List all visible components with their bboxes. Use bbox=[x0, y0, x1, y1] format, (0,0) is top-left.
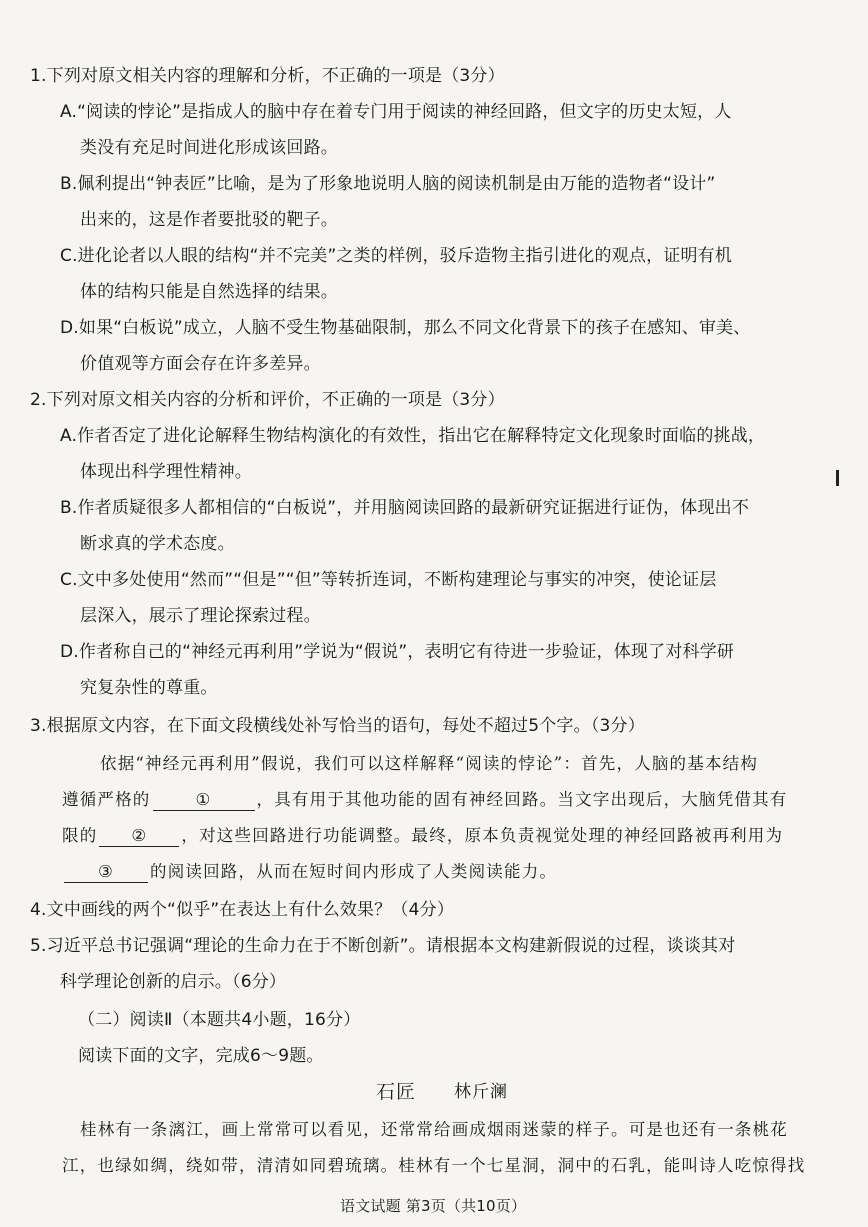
story-author: 林斤澜 bbox=[454, 1082, 508, 1102]
q3-text-2a: 遵循严格的 bbox=[62, 790, 151, 809]
q1-option-b: B.佩利提出“钟表匠”比喻，是为了形象地说明人脑的阅读机制是由万能的造物者“设计” bbox=[60, 174, 716, 194]
q2-option-d-cont: 究复杂性的尊重。 bbox=[80, 678, 218, 698]
q1-option-d-cont: 价值观等方面会存在许多差异。 bbox=[80, 354, 321, 374]
q1-option-b-cont: 出来的，这是作者要批驳的靶子。 bbox=[80, 210, 338, 230]
q2-option-c: C.文中多处使用“然而”“但是”“但”等转折连词，不断构建理论与事实的冲突，使论证层 bbox=[60, 570, 717, 590]
q2-stem: 2.下列对原文相关内容的分析和评价，不正确的一项是（3分） bbox=[30, 390, 505, 410]
q5-stem-cont: 科学理论创新的启示。（6分） bbox=[60, 972, 287, 992]
blank-1[interactable]: ① bbox=[153, 790, 255, 811]
margin-mark bbox=[836, 470, 839, 486]
q2-option-d: D.作者称自己的“神经元再利用”学说为“假说”，表明它有待进一步验证，体现了对科学研 bbox=[60, 642, 735, 662]
blank-2[interactable]: ② bbox=[99, 826, 179, 847]
q3-text-3b: ，对这些回路进行功能调整。最终，原本负责视觉处理的神经回路被再利用为 bbox=[181, 826, 784, 845]
blank-3[interactable]: ③ bbox=[64, 862, 148, 883]
q2-option-b-cont: 断求真的学术态度。 bbox=[80, 534, 235, 554]
q3-passage-line-1: 依据“神经元再利用”假说，我们可以这样解释“阅读的悖论”：首先，人脑的基本结构 bbox=[100, 754, 759, 773]
q2-option-c-cont: 层深入，展示了理论探索过程。 bbox=[80, 606, 321, 626]
q1-option-a-cont: 类没有充足时间进化形成该回路。 bbox=[80, 138, 338, 158]
q3-passage-line-2 bbox=[62, 788, 788, 812]
section-heading: （二）阅读Ⅱ（本题共4小题，16分） bbox=[78, 1010, 361, 1030]
section-instruction: 阅读下面的文字，完成6～9题。 bbox=[78, 1046, 324, 1066]
story-title: 石匠 bbox=[376, 1081, 417, 1103]
q2-option-a: A.作者否定了进化论解释生物结构演化的有效性，指出它在解释特定文化现象时面临的挑战， bbox=[60, 426, 766, 446]
q3-text-4b: 的阅读回路，从而在短时间内形成了人类阅读能力。 bbox=[150, 862, 558, 881]
q3-passage-line-4 bbox=[62, 860, 557, 884]
q3-text-2b: ，具有用于其他功能的固有神经回路。当文字出现后，大脑凭借其有 bbox=[256, 790, 788, 809]
q3-text-3a: 限的 bbox=[62, 826, 98, 845]
q5-stem: 5.习近平总书记强调“理论的生命力在于不断创新”。请根据本文构建新假说的过程，谈谈其对 bbox=[30, 936, 736, 956]
q1-option-c-cont: 体的结构只能是自然选择的结果。 bbox=[80, 282, 338, 302]
q1-stem: 1.下列对原文相关内容的理解和分析，不正确的一项是（3分） bbox=[30, 66, 505, 86]
q3-passage-line-3 bbox=[62, 824, 783, 848]
q3-stem: 3.根据原文内容，在下面文段横线处补写恰当的语句，每处不超过5个字。（3分） bbox=[30, 716, 645, 736]
story-paragraph-line-1: 桂林有一条漓江，画上常常可以看见，还常常给画成烟雨迷蒙的样子。可是也还有一条桃花 bbox=[80, 1120, 788, 1139]
q1-option-c: C.进化论者以人眼的结构“并不完美”之类的样例，驳斥造物主指引进化的观点，证明有机 bbox=[60, 246, 733, 266]
q4-stem: 4.文中画线的两个“似乎”在表达上有什么效果？（4分） bbox=[30, 900, 455, 920]
q1-option-d: D.如果“白板说”成立，人脑不受生物基础限制，那么不同文化背景下的孩子在感知、审美、 bbox=[60, 318, 751, 338]
q2-option-a-cont: 体现出科学理性精神。 bbox=[80, 462, 252, 482]
story-paragraph-line-2: 江，也绿如绸，绕如带，清清如同碧琉璃。桂林有一个七星洞，洞中的石乳，能叫诗人吃惊得找 bbox=[62, 1156, 806, 1175]
q1-option-a: A.“阅读的悖论”是指成人的脑中存在着专门用于阅读的神经回路，但文字的历史太短，人 bbox=[60, 102, 732, 122]
q2-option-b: B.作者质疑很多人都相信的“白板说”，并用脑阅读回路的最新研究证据进行证伪，体现出不 bbox=[60, 498, 750, 518]
page-footer: 语文试题 第3页（共10页） bbox=[340, 1197, 527, 1215]
